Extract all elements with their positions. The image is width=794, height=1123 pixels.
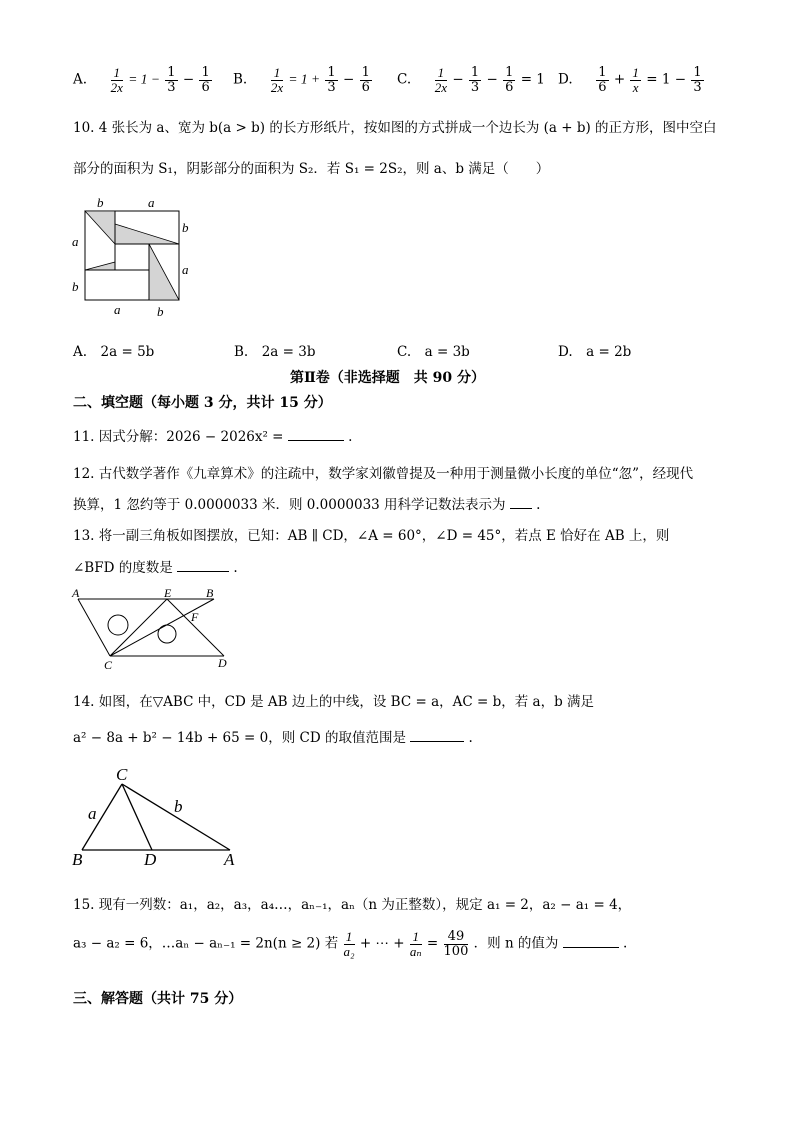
fraction: $\frac{1}{6}$ bbox=[505, 65, 514, 95]
shaded-triangle-br bbox=[149, 244, 179, 300]
expr-part: − bbox=[182, 71, 195, 88]
label-top-b: b bbox=[97, 195, 104, 210]
label-right-b: b bbox=[182, 220, 189, 235]
q12-line1: 12. 古代数学著作《九章算术》的注疏中，数学家刘徽曾提及一种用于测量微小长度的单位“忽”，经现代 bbox=[73, 466, 694, 482]
answer-blank bbox=[410, 729, 464, 742]
q14-text: a² − 8a + b² − 14b + 65 = 0，则 CD 的取值范围是 bbox=[73, 730, 406, 746]
fraction: $\frac{1}{3}$ bbox=[327, 65, 336, 95]
fraction: $\frac{1}{3}$ bbox=[470, 65, 480, 95]
q10-option-b: B. 2a = 3b bbox=[234, 344, 316, 360]
label-e: E bbox=[164, 586, 172, 600]
q15-end: . bbox=[623, 935, 628, 952]
label-f: F bbox=[191, 610, 199, 624]
expr-part: = 1 − bbox=[128, 71, 160, 87]
expr-part: − bbox=[486, 71, 498, 88]
line-ed bbox=[167, 599, 224, 656]
q13-line1: 13. 将一副三角板如图摆放，已知：AB ∥ CD，∠A = 60°，∠D = 45°，若点 E 恰好在 AB 上，则 bbox=[73, 528, 670, 544]
expr-part: − bbox=[343, 71, 355, 88]
fraction: $\frac{1}{2x}$ bbox=[270, 65, 284, 95]
label-d: D bbox=[144, 850, 157, 869]
fraction: $\frac{1}{2x}$ bbox=[110, 65, 123, 95]
q10-square-figure bbox=[66, 195, 196, 321]
fraction: $\frac{1}{\text{aₙ}}$ bbox=[409, 929, 422, 959]
label-d: D bbox=[218, 656, 227, 670]
section2-title: 二、填空题（每小题 3 分，共计 15 分） bbox=[73, 395, 332, 411]
label-b-side: b bbox=[174, 797, 183, 816]
fraction: $\frac{1}{3}$ bbox=[693, 65, 702, 95]
fraction: $\frac{1}{2x}$ bbox=[434, 65, 448, 95]
fraction: $\frac{1}{3}$ bbox=[167, 65, 176, 95]
q11-text: 11. 因式分解：2026 − 2026x² = bbox=[73, 429, 284, 445]
section3-title: 三、解答题（共计 75 分） bbox=[73, 991, 243, 1007]
label-top-a: a bbox=[148, 195, 155, 210]
q9-option-d bbox=[558, 66, 705, 94]
option-label: B. bbox=[233, 71, 248, 88]
shaded-triangle-tl bbox=[85, 211, 115, 244]
q14-triangle-figure bbox=[66, 762, 246, 872]
q12-end: . bbox=[536, 497, 541, 513]
triangle-hole-1 bbox=[108, 615, 128, 635]
label-c: C bbox=[104, 658, 113, 672]
q13-text: ∠BFD 的度数是 bbox=[73, 560, 173, 576]
q10-option-a: A. 2a = 5b bbox=[73, 344, 155, 360]
option-label: A. bbox=[73, 71, 88, 88]
expr-part: = 1 bbox=[520, 71, 545, 88]
shaded-triangle-tr bbox=[115, 224, 179, 244]
q14-line2 bbox=[73, 726, 473, 746]
part2-title: 第Ⅱ卷（非选择题 共 90 分） bbox=[290, 370, 486, 386]
q15-line2 bbox=[73, 930, 627, 958]
option-label: D. bbox=[558, 71, 573, 88]
answer-blank bbox=[563, 935, 619, 948]
q11-end: . bbox=[348, 429, 353, 445]
line-bc bbox=[110, 599, 214, 656]
q14-end: . bbox=[468, 730, 473, 746]
q13-end: . bbox=[233, 560, 238, 576]
answer-blank bbox=[177, 559, 229, 572]
label-a-side: a bbox=[88, 804, 97, 823]
fraction: $\frac{1}{\text{a₂}}$ bbox=[343, 929, 355, 959]
expr-part: − bbox=[452, 71, 464, 88]
label-a: A bbox=[72, 586, 80, 600]
q11 bbox=[73, 425, 352, 445]
expr-part: = 1 − bbox=[646, 71, 687, 88]
q9-option-b bbox=[233, 66, 373, 94]
fraction: $\frac{1}{6}$ bbox=[201, 65, 210, 95]
inner-square bbox=[115, 244, 149, 270]
label-left-b: b bbox=[72, 279, 79, 294]
triangle-hole-2 bbox=[158, 625, 176, 643]
option-label: C. bbox=[397, 71, 412, 88]
line-ec bbox=[110, 599, 167, 656]
label-bottom-a: a bbox=[114, 302, 121, 317]
label-b: B bbox=[206, 586, 214, 600]
q12-text: 换算，1 忽约等于 0.0000033 米．则 0.0000033 用科学记数法表示为 bbox=[73, 497, 506, 513]
expr-part: = 1 + bbox=[288, 71, 321, 87]
line-ac bbox=[78, 599, 110, 656]
q13-triangles-figure bbox=[66, 585, 246, 675]
label-c: C bbox=[116, 765, 128, 784]
q15-text-b: ．则 n 的值为 bbox=[473, 935, 559, 952]
q13-line2 bbox=[73, 556, 238, 576]
fraction: $\frac{1}{6}$ bbox=[598, 65, 607, 95]
side-ac bbox=[122, 784, 230, 850]
fraction: $\frac{49}{100}$ bbox=[443, 929, 469, 959]
label-right-a: a bbox=[182, 262, 189, 277]
label-left-a: a bbox=[72, 234, 79, 249]
fraction: $\frac{1}{6}$ bbox=[361, 65, 370, 95]
label-bottom-b: b bbox=[157, 304, 164, 319]
q15-line1: 15. 现有一列数：a₁，a₂，a₃，a₄…，aₙ₋₁，aₙ（n 为正整数），规定 a₁ = 2，a₂ − a₁ = 4， bbox=[73, 897, 632, 913]
q10-line2: 部分的面积为 S₁，阴影部分的面积为 S₂．若 S₁ = 2S₂，则 a、b 满足（ ） bbox=[73, 161, 550, 177]
answer-blank bbox=[510, 496, 532, 509]
expr-part: + bbox=[613, 71, 626, 88]
fraction: $\frac{1}{x}$ bbox=[632, 65, 639, 95]
q12-line2 bbox=[73, 493, 540, 513]
q10-option-d: D. a = 2b bbox=[558, 344, 632, 360]
q9-option-c bbox=[397, 66, 545, 94]
q10-option-c: C. a = 3b bbox=[397, 344, 470, 360]
q9-option-a bbox=[73, 66, 213, 94]
q15-eq: = bbox=[426, 935, 439, 952]
q10-line1: 10. 4 张长为 a、宽为 b(a > b) 的长方形纸片，按如图的方式拼成一个边长为 (a + b) 的正方形，图中空白 bbox=[73, 120, 717, 136]
q14-line1: 14. 如图，在▽ABC 中，CD 是 AB 边上的中线，设 BC = a，AC = b，若 a，b 满足 bbox=[73, 694, 595, 710]
answer-blank bbox=[288, 428, 344, 441]
label-a: A bbox=[224, 850, 235, 869]
q15-text-a: a₃ − a₂ = 6，…aₙ − aₙ₋₁ = 2n(n ≥ 2) 若 bbox=[73, 935, 339, 952]
label-b: B bbox=[72, 850, 83, 869]
q15-mid: + ⋯ + bbox=[359, 935, 405, 952]
